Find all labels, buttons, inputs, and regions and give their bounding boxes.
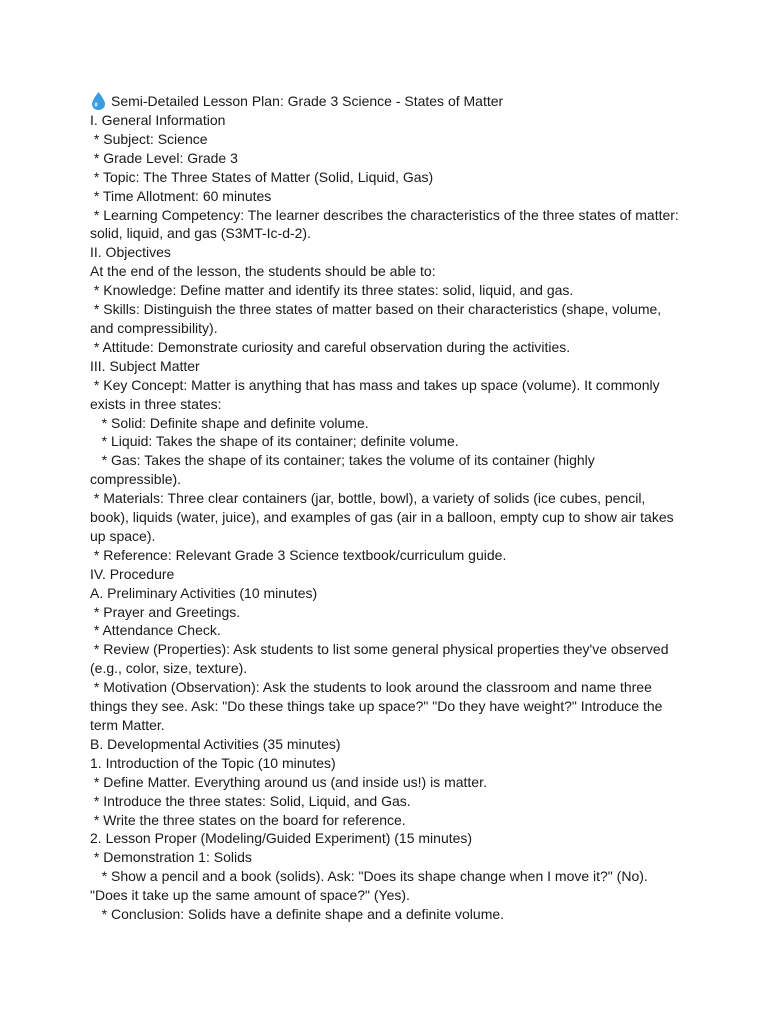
document-line: * Motivation (Observation): Ask the students to look around the classroom and name three things they see. Ask: "Do these things take up space?" "Do they have weight?" Introduce the term Matter. <box>90 679 667 733</box>
document-line: * Introduce the three states: Solid, Liquid, and Gas. <box>90 792 411 809</box>
document-line: * Define Matter. Everything around us (and inside us!) is matter. <box>90 773 487 790</box>
document-line: * Skills: Distinguish the three states of matter based on their characteristics (shape, volume, and compressibility). <box>90 301 666 336</box>
document-line: * Time Allotment: 60 minutes <box>90 187 272 204</box>
document-line: * Review (Properties): Ask students to list some general physical properties they've observed (e.g., color, size, texture). <box>90 641 673 677</box>
document-line: * Subject: Science <box>90 130 208 147</box>
document-line: * Reference: Relevant Grade 3 Science textbook/curriculum guide. <box>90 546 507 563</box>
document-title-row <box>90 91 680 111</box>
document-line: II. Objectives <box>90 244 171 261</box>
document-line: * Key Concept: Matter is anything that has mass and takes up space (volume). It commonly exists in three states: <box>90 376 664 412</box>
document-line: I. General Information <box>90 112 226 128</box>
document-line: * Attitude: Demonstrate curiosity and careful observation during the activities. <box>90 338 571 355</box>
document-line: 1. Introduction of the Topic (10 minutes) <box>90 754 336 771</box>
document-line: A. Preliminary Activities (10 minutes) <box>90 584 318 601</box>
document-body <box>90 111 683 924</box>
document-line: * Knowledge: Define matter and identify its three states: solid, liquid, and gas. <box>90 282 574 299</box>
document-line: * Show a pencil and a book (solids). Ask: "Does its shape change when I move it?" (No). "Does it take up the same amount of space?" (Yes). <box>90 868 652 904</box>
document-line: IV. Procedure <box>90 565 175 582</box>
document-line: * Attendance Check. <box>90 622 221 639</box>
document-title: Semi-Detailed Lesson Plan: Grade 3 Science - States of Matter <box>111 92 504 109</box>
document-line: * Demonstration 1: Solids <box>90 849 252 866</box>
document-line: * Write the three states on the board for reference. <box>90 811 406 828</box>
document-line: III. Subject Matter <box>90 357 200 374</box>
document-line: * Materials: Three clear containers (jar, bottle, bowl), a variety of solids (ice cubes, pencil, book), liquids (water, juice), and examples of gas (air in a balloon, empty cup to show air takes up space). <box>90 490 678 544</box>
document-line: B. Developmental Activities (35 minutes) <box>90 735 341 752</box>
document-line: * Grade Level: Grade 3 <box>90 149 238 166</box>
document-line: * Conclusion: Solids have a definite shape and a definite volume. <box>90 906 505 923</box>
document-line: * Solid: Definite shape and definite volume. <box>90 414 369 431</box>
document-line: * Learning Competency: The learner describes the characteristics of the three states of matter: solid, liquid, and gas (S3MT-Ic-d-2). <box>90 206 683 242</box>
droplet-icon <box>90 91 107 111</box>
document-line: * Prayer and Greetings. <box>90 603 241 620</box>
document-line: * Topic: The Three States of Matter (Solid, Liquid, Gas) <box>90 168 434 185</box>
document-line: * Liquid: Takes the shape of its container; definite volume. <box>90 433 459 450</box>
lesson-plan-document <box>90 91 683 924</box>
document-line: * Gas: Takes the shape of its container; takes the volume of its container (highly compressible). <box>90 452 599 488</box>
document-line: At the end of the lesson, the students should be able to: <box>90 263 436 280</box>
document-line: 2. Lesson Proper (Modeling/Guided Experiment) (15 minutes) <box>90 830 473 847</box>
